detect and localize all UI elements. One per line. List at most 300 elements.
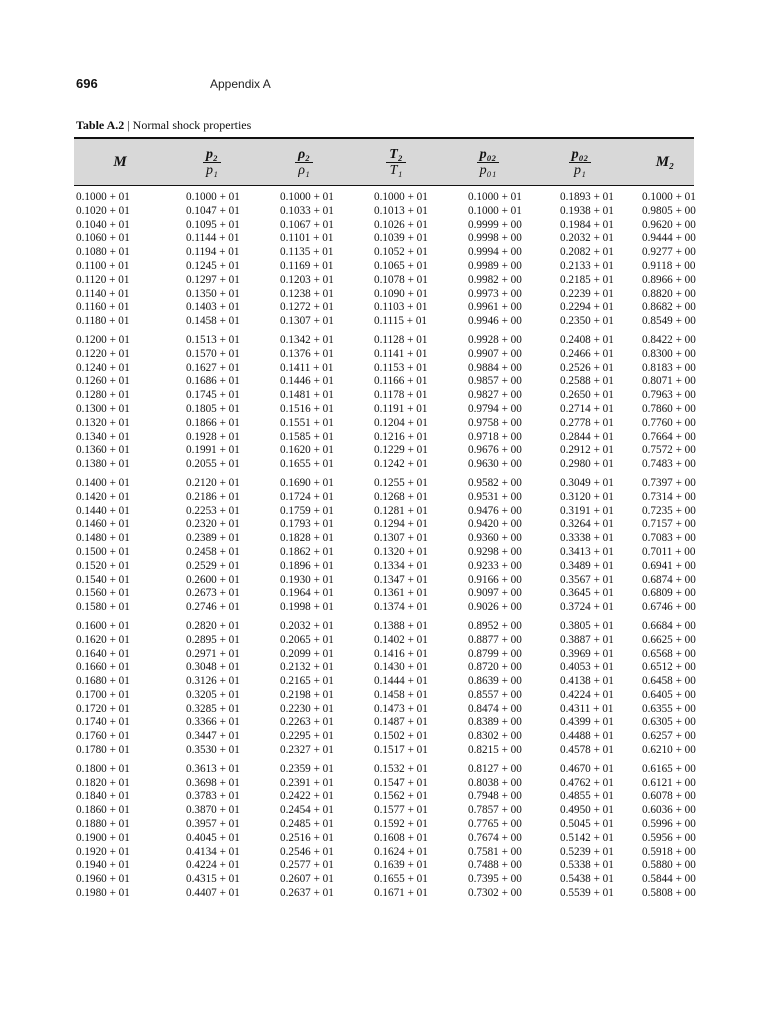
table-cell: 0.1013 + 01 [374, 204, 428, 217]
table-row [74, 675, 694, 689]
table-cell: 0.2485 + 01 [280, 818, 334, 831]
table-cell: 0.2778 + 01 [560, 416, 614, 429]
table-row [74, 205, 694, 219]
table-cell: 0.1991 + 01 [186, 444, 240, 457]
table-cell: 0.1080 + 01 [76, 246, 130, 259]
table-row [74, 219, 694, 233]
table-cell: 0.7235 + 00 [642, 504, 696, 517]
table-cell: 0.1481 + 01 [280, 389, 334, 402]
table-cell: 0.1260 + 01 [76, 375, 130, 388]
table-cell: 0.2529 + 01 [186, 559, 240, 572]
table-cell: 0.9476 + 00 [468, 504, 522, 517]
table-row [74, 804, 694, 818]
table-cell: 0.1520 + 01 [76, 559, 130, 572]
table-cell: 0.9998 + 00 [468, 232, 522, 245]
table-cell: 0.1160 + 01 [76, 301, 130, 314]
table-row [74, 648, 694, 662]
table-cell: 0.9718 + 00 [468, 430, 522, 443]
table-caption [76, 118, 251, 133]
table-cell: 0.1060 + 01 [76, 232, 130, 245]
table-cell: 0.3048 + 01 [186, 661, 240, 674]
table-cell: 0.1430 + 01 [374, 661, 428, 674]
table-cell: 0.1000 + 01 [186, 191, 240, 203]
table-cell: 0.1141 + 01 [374, 347, 428, 360]
table-cell: 0.1440 + 01 [76, 504, 130, 517]
table-cell: 0.4224 + 01 [560, 688, 614, 701]
table-row [74, 689, 694, 703]
table-cell: 0.1000 + 01 [642, 191, 696, 203]
table-cell: 0.1532 + 01 [374, 762, 428, 775]
table-cell: 0.8549 + 00 [642, 315, 696, 328]
table-cell: 0.4045 + 01 [186, 831, 240, 844]
table-row [74, 431, 694, 445]
table-cell: 0.2577 + 01 [280, 859, 334, 872]
table-cell: 0.2253 + 01 [186, 504, 240, 517]
table-cell: 0.1166 + 01 [374, 375, 428, 388]
table-cell: 0.3120 + 01 [560, 490, 614, 503]
table-cell: 0.2132 + 01 [280, 661, 334, 674]
table-cell: 0.1420 + 01 [76, 490, 130, 503]
table-cell: 0.1067 + 01 [280, 218, 334, 231]
table-cell: 0.7674 + 00 [468, 831, 522, 844]
table-cell: 0.6458 + 00 [642, 675, 696, 688]
table-cell: 0.7860 + 00 [642, 402, 696, 415]
table-cell: 0.5239 + 01 [560, 845, 614, 858]
table-cell: 0.2198 + 01 [280, 688, 334, 701]
table-cell: 0.7488 + 00 [468, 859, 522, 872]
table-header [74, 139, 694, 185]
table-cell: 0.2971 + 01 [186, 647, 240, 660]
table-cell: 0.8215 + 00 [468, 744, 522, 757]
table-cell: 0.2359 + 01 [280, 762, 334, 775]
table-cell: 0.3205 + 01 [186, 688, 240, 701]
table-row [74, 518, 694, 532]
table-cell: 0.8557 + 00 [468, 688, 522, 701]
table-cell: 0.7948 + 00 [468, 790, 522, 803]
table-cell: 0.9233 + 00 [468, 559, 522, 572]
table-cell: 0.1144 + 01 [186, 232, 240, 245]
table-row [74, 818, 694, 832]
table-cell: 0.1340 + 01 [76, 430, 130, 443]
table-cell: 0.6684 + 00 [642, 619, 696, 632]
table-cell: 0.8183 + 00 [642, 361, 696, 374]
table-cell: 0.7760 + 00 [642, 416, 696, 429]
table-cell: 0.1245 + 01 [186, 259, 240, 272]
table-cell: 0.2526 + 01 [560, 361, 614, 374]
table-cell: 0.3613 + 01 [186, 762, 240, 775]
table-cell: 0.3285 + 01 [186, 702, 240, 715]
table-cell: 0.2466 + 01 [560, 347, 614, 360]
table-cell: 0.1828 + 01 [280, 532, 334, 545]
table-cell: 0.1153 + 01 [374, 361, 428, 374]
header-numerator: T₂ [386, 147, 405, 163]
table-cell: 0.2185 + 01 [560, 273, 614, 286]
table-cell: 0.1128 + 01 [374, 333, 428, 346]
table-cell: 0.7395 + 00 [468, 873, 522, 886]
table-cell: 0.1095 + 01 [186, 218, 240, 231]
table-cell: 0.1416 + 01 [374, 647, 428, 660]
table-cell: 0.1880 + 01 [76, 818, 130, 831]
table-cell: 0.1281 + 01 [374, 504, 428, 517]
table-cell: 0.2408 + 01 [560, 333, 614, 346]
table-cell: 0.3645 + 01 [560, 587, 614, 600]
table-header-rule [74, 185, 694, 186]
table-cell: 0.1103 + 01 [374, 301, 428, 314]
table-cell: 0.1240 + 01 [76, 361, 130, 374]
table-cell: 0.1686 + 01 [186, 375, 240, 388]
table-cell: 0.1100 + 01 [76, 259, 130, 272]
table-cell: 0.4138 + 01 [560, 675, 614, 688]
table-cell: 0.1255 + 01 [374, 476, 428, 489]
table-cell: 0.1026 + 01 [374, 218, 428, 231]
table-cell: 0.7765 + 00 [468, 818, 522, 831]
table-cell: 0.2650 + 01 [560, 389, 614, 402]
table-cell: 0.1020 + 01 [76, 204, 130, 217]
table-cell: 0.9946 + 00 [468, 315, 522, 328]
table-cell: 0.1342 + 01 [280, 333, 334, 346]
table-cell: 0.6568 + 00 [642, 647, 696, 660]
table-cell: 0.2165 + 01 [280, 675, 334, 688]
table-cell: 0.2099 + 01 [280, 647, 334, 660]
table-row [74, 601, 694, 615]
table-cell: 0.2637 + 01 [280, 887, 334, 900]
table-cell: 0.8720 + 00 [468, 661, 522, 674]
table-cell: 0.9857 + 00 [468, 375, 522, 388]
row-group [74, 334, 694, 472]
table-cell: 0.1320 + 01 [374, 545, 428, 558]
table-cell: 0.4855 + 01 [560, 790, 614, 803]
table-cell: 0.1820 + 01 [76, 776, 130, 789]
running-head: Appendix A [210, 77, 271, 91]
table-cell: 0.2294 + 01 [560, 301, 614, 314]
table-cell: 0.6625 + 00 [642, 633, 696, 646]
table-cell: 0.8038 + 00 [468, 776, 522, 789]
page-number: 696 [76, 76, 98, 91]
table-cell: 0.1200 + 01 [76, 333, 130, 346]
table-cell: 0.9758 + 00 [468, 416, 522, 429]
header-denominator: p₁ [574, 162, 586, 178]
column-header [534, 147, 626, 178]
table-cell: 0.6165 + 00 [642, 762, 696, 775]
table-cell: 0.6874 + 00 [642, 573, 696, 586]
table-cell: 0.1680 + 01 [76, 675, 130, 688]
table-cell: 0.7157 + 00 [642, 518, 696, 531]
table-cell: 0.1800 + 01 [76, 762, 130, 775]
table-cell: 0.1655 + 01 [374, 873, 428, 886]
table-cell: 0.9805 + 00 [642, 204, 696, 217]
table-cell: 0.2230 + 01 [280, 702, 334, 715]
table-row [74, 288, 694, 302]
table-cell: 0.1513 + 01 [186, 333, 240, 346]
header-fraction [295, 147, 313, 178]
table-cell: 0.1860 + 01 [76, 804, 130, 817]
table-cell: 0.1268 + 01 [374, 490, 428, 503]
table-cell: 0.9961 + 00 [468, 301, 522, 314]
table-row [74, 444, 694, 458]
table-cell: 0.1039 + 01 [374, 232, 428, 245]
table-row [74, 260, 694, 274]
table-cell: 0.1793 + 01 [280, 518, 334, 531]
table-cell: 0.2295 + 01 [280, 730, 334, 743]
table-cell: 0.1473 + 01 [374, 702, 428, 715]
table-cell: 0.9982 + 00 [468, 273, 522, 286]
table-cell: 0.1805 + 01 [186, 402, 240, 415]
table-cell: 0.1938 + 01 [560, 204, 614, 217]
table-cell: 0.7314 + 00 [642, 490, 696, 503]
table-cell: 0.2133 + 01 [560, 259, 614, 272]
table-row [74, 334, 694, 348]
table-cell: 0.1560 + 01 [76, 587, 130, 600]
table-cell: 0.7397 + 00 [642, 476, 696, 489]
table-cell: 0.9620 + 00 [642, 218, 696, 231]
table-row [74, 777, 694, 791]
table-cell: 0.8877 + 00 [468, 633, 522, 646]
table-cell: 0.1627 + 01 [186, 361, 240, 374]
table-cell: 0.1203 + 01 [280, 273, 334, 286]
header-numerator: ρ₂ [295, 147, 313, 163]
row-group [74, 191, 694, 329]
table-cell: 0.4315 + 01 [186, 873, 240, 886]
table-cell: 0.2120 + 01 [186, 476, 240, 489]
table-cell: 0.4311 + 01 [560, 702, 614, 715]
table-cell: 0.1307 + 01 [280, 315, 334, 328]
table-cell: 0.2032 + 01 [560, 232, 614, 245]
header-denominator: T₁ [389, 162, 403, 178]
table-cell: 0.2546 + 01 [280, 845, 334, 858]
table-cell: 0.1101 + 01 [280, 232, 334, 245]
table-cell: 0.2186 + 01 [186, 490, 240, 503]
table-cell: 0.3489 + 01 [560, 559, 614, 572]
table-cell: 0.6746 + 00 [642, 601, 696, 614]
table-cell: 0.8952 + 00 [468, 619, 522, 632]
table-cell: 0.1655 + 01 [280, 458, 334, 471]
table-cell: 0.9884 + 00 [468, 361, 522, 374]
table-cell: 0.1052 + 01 [374, 246, 428, 259]
table-cell: 0.1194 + 01 [186, 246, 240, 259]
table-cell: 0.1671 + 01 [374, 887, 428, 900]
table-cell: 0.3366 + 01 [186, 716, 240, 729]
table-cell: 0.5142 + 01 [560, 831, 614, 844]
table-cell: 0.2082 + 01 [560, 246, 614, 259]
table-cell: 0.1458 + 01 [374, 688, 428, 701]
table-cell: 0.9097 + 00 [468, 587, 522, 600]
table-row [74, 389, 694, 403]
table-cell: 0.3049 + 01 [560, 476, 614, 489]
table-cell: 0.1928 + 01 [186, 430, 240, 443]
table-cell: 0.1608 + 01 [374, 831, 428, 844]
table-cell: 0.6305 + 00 [642, 716, 696, 729]
table-cell: 0.5438 + 01 [560, 873, 614, 886]
table-row [74, 546, 694, 560]
table-cell: 0.1216 + 01 [374, 430, 428, 443]
table-cell: 0.1078 + 01 [374, 273, 428, 286]
table-cell: 0.6036 + 00 [642, 804, 696, 817]
table-cell: 0.8820 + 00 [642, 287, 696, 300]
table-cell: 0.1065 + 01 [374, 259, 428, 272]
table-cell: 0.6121 + 00 [642, 776, 696, 789]
table-cell: 0.1204 + 01 [374, 416, 428, 429]
table-cell: 0.3264 + 01 [560, 518, 614, 531]
table-row [74, 661, 694, 675]
table-caption-text: Normal shock properties [132, 118, 252, 132]
table-cell: 0.2607 + 01 [280, 873, 334, 886]
normal-shock-table [74, 137, 694, 901]
table-cell: 0.8682 + 00 [642, 301, 696, 314]
table-cell: 0.3969 + 01 [560, 647, 614, 660]
table-cell: 0.7963 + 00 [642, 389, 696, 402]
table-cell: 0.8127 + 00 [468, 762, 522, 775]
table-row [74, 417, 694, 431]
table-row [74, 587, 694, 601]
table-cell: 0.9118 + 00 [642, 259, 696, 272]
table-cell: 0.1516 + 01 [280, 402, 334, 415]
table-row [74, 232, 694, 246]
table-cell: 0.4488 + 01 [560, 730, 614, 743]
table-cell: 0.1724 + 01 [280, 490, 334, 503]
table-cell: 0.1517 + 01 [374, 744, 428, 757]
table-cell: 0.1840 + 01 [76, 790, 130, 803]
table-row [74, 634, 694, 648]
row-group [74, 620, 694, 758]
table-cell: 0.6078 + 00 [642, 790, 696, 803]
table-caption-separator: | [124, 118, 133, 132]
table-cell: 0.5844 + 00 [642, 873, 696, 886]
table-cell: 0.1400 + 01 [76, 476, 130, 489]
table-cell: 0.9794 + 00 [468, 402, 522, 415]
table-cell: 0.4053 + 01 [560, 661, 614, 674]
table-cell: 0.6941 + 00 [642, 559, 696, 572]
table-cell: 0.9973 + 00 [468, 287, 522, 300]
table-caption-label: Table A.2 [76, 118, 125, 132]
table-cell: 0.7664 + 00 [642, 430, 696, 443]
table-cell: 0.3530 + 01 [186, 744, 240, 757]
table-cell: 0.1547 + 01 [374, 776, 428, 789]
table-cell: 0.7083 + 00 [642, 532, 696, 545]
header-fraction [569, 147, 592, 178]
table-cell: 0.3887 + 01 [560, 633, 614, 646]
table-cell: 0.1640 + 01 [76, 647, 130, 660]
table-cell: 0.6257 + 00 [642, 730, 696, 743]
table-cell: 0.1745 + 01 [186, 389, 240, 402]
table-cell: 0.1759 + 01 [280, 504, 334, 517]
table-cell: 0.2820 + 01 [186, 619, 240, 632]
table-cell: 0.1920 + 01 [76, 845, 130, 858]
table-cell: 0.2389 + 01 [186, 532, 240, 545]
table-cell: 0.2422 + 01 [280, 790, 334, 803]
table-row [74, 744, 694, 758]
table-cell: 0.1458 + 01 [186, 315, 240, 328]
table-cell: 0.7857 + 00 [468, 804, 522, 817]
table-cell: 0.3724 + 01 [560, 601, 614, 614]
header-numerator: p₀₂ [569, 147, 592, 163]
table-cell: 0.1577 + 01 [374, 804, 428, 817]
table-cell: 0.5539 + 01 [560, 887, 614, 900]
table-cell: 0.1388 + 01 [374, 619, 428, 632]
table-cell: 0.1361 + 01 [374, 587, 428, 600]
table-cell: 0.3413 + 01 [560, 545, 614, 558]
table-cell: 0.5045 + 01 [560, 818, 614, 831]
table-cell: 0.1740 + 01 [76, 716, 130, 729]
table-cell: 0.8966 + 00 [642, 273, 696, 286]
table-row [74, 730, 694, 744]
table-cell: 0.2895 + 01 [186, 633, 240, 646]
column-header: M [113, 153, 127, 170]
table-cell: 0.1460 + 01 [76, 518, 130, 531]
table-cell: 0.1411 + 01 [280, 361, 334, 374]
table-cell: 0.1135 + 01 [280, 246, 334, 259]
table-cell: 0.1500 + 01 [76, 545, 130, 558]
table-cell: 0.1570 + 01 [186, 347, 240, 360]
table-row [74, 301, 694, 315]
table-cell: 0.9026 + 00 [468, 601, 522, 614]
table-cell: 0.3191 + 01 [560, 504, 614, 517]
table-cell: 0.1040 + 01 [76, 218, 130, 231]
table-cell: 0.3783 + 01 [186, 790, 240, 803]
table-cell: 0.9999 + 00 [468, 218, 522, 231]
table-cell: 0.1487 + 01 [374, 716, 428, 729]
table-cell: 0.5808 + 00 [642, 887, 696, 900]
table-cell: 0.4224 + 01 [186, 859, 240, 872]
table-cell: 0.8389 + 00 [468, 716, 522, 729]
table-cell: 0.3805 + 01 [560, 619, 614, 632]
table-cell: 0.2055 + 01 [186, 458, 240, 471]
table-cell: 0.3870 + 01 [186, 804, 240, 817]
table-cell: 0.1760 + 01 [76, 730, 130, 743]
table-cell: 0.5880 + 00 [642, 859, 696, 872]
table-cell: 0.1374 + 01 [374, 601, 428, 614]
table-cell: 0.2032 + 01 [280, 619, 334, 632]
table-cell: 0.6809 + 00 [642, 587, 696, 600]
table-cell: 0.1115 + 01 [374, 315, 428, 328]
table-cell: 0.1000 + 01 [468, 204, 522, 217]
table-cell: 0.1893 + 01 [560, 191, 614, 203]
table-cell: 0.2516 + 01 [280, 831, 334, 844]
table-row [74, 887, 694, 901]
table-cell: 0.2746 + 01 [186, 601, 240, 614]
table-cell: 0.3447 + 01 [186, 730, 240, 743]
table-cell: 0.2327 + 01 [280, 744, 334, 757]
table-cell: 0.9928 + 00 [468, 333, 522, 346]
table-row [74, 458, 694, 472]
table-cell: 0.2588 + 01 [560, 375, 614, 388]
table-row [74, 246, 694, 260]
table-cell: 0.2263 + 01 [280, 716, 334, 729]
table-cell: 0.8474 + 00 [468, 702, 522, 715]
table-cell: 0.1307 + 01 [374, 532, 428, 545]
table-cell: 0.1000 + 01 [280, 191, 334, 203]
table-row [74, 763, 694, 777]
table-cell: 0.1580 + 01 [76, 601, 130, 614]
table-cell: 0.1191 + 01 [374, 402, 428, 415]
table-cell: 0.1900 + 01 [76, 831, 130, 844]
table-row [74, 375, 694, 389]
table-cell: 0.3338 + 01 [560, 532, 614, 545]
table-row [74, 362, 694, 376]
table-cell: 0.3698 + 01 [186, 776, 240, 789]
table-cell: 0.1866 + 01 [186, 416, 240, 429]
table-row [74, 315, 694, 329]
table-cell: 0.9277 + 00 [642, 246, 696, 259]
table-cell: 0.1000 + 01 [374, 191, 428, 203]
table-cell: 0.9420 + 00 [468, 518, 522, 531]
column-header: M₂ [655, 153, 675, 170]
table-cell: 0.1347 + 01 [374, 573, 428, 586]
table-cell: 0.2065 + 01 [280, 633, 334, 646]
table-cell: 0.1294 + 01 [374, 518, 428, 531]
table-row [74, 403, 694, 417]
table-cell: 0.2454 + 01 [280, 804, 334, 817]
table-cell: 0.2673 + 01 [186, 587, 240, 600]
